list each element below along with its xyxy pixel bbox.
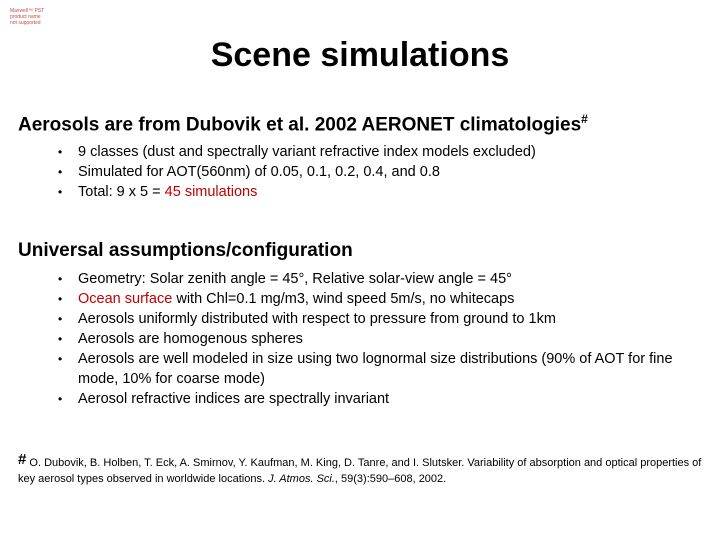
- list-item: [58, 162, 698, 182]
- section-heading-aerosols: [18, 112, 588, 136]
- list-item-text: Simulated for AOT(560nm) of 0.05, 0.1, 0.2, 0.4, and 0.8: [78, 164, 440, 180]
- footnote-citation: , 59(3):590–608, 2002.: [334, 473, 447, 485]
- list-item-highlight: Ocean surface: [78, 291, 173, 307]
- footnote-marker: #: [581, 112, 588, 126]
- bullet-icon: •: [58, 145, 63, 159]
- list-item: [58, 289, 698, 309]
- list-item: [58, 182, 698, 202]
- bullet-icon: •: [58, 165, 63, 179]
- list-item: [58, 349, 698, 389]
- bullet-icon: •: [58, 185, 63, 199]
- footnote-text: O. Dubovik, B. Holben, T. Eck, A. Smirnov, Y. Kaufman, M. King, D. Tanre, and I. Slutsker. Variability of absorption and optical properties of key aerosol types observed in worldwide locations.: [18, 457, 702, 485]
- page-title: Scene simulations: [210, 36, 510, 74]
- list-item-text: Aerosol refractive indices are spectrally invariant: [78, 391, 390, 407]
- footnote-journal: J. Atmos. Sci.: [268, 473, 335, 485]
- list-item: [58, 269, 698, 289]
- bullet-icon: •: [58, 332, 63, 346]
- list-item-text: Total: 9 x 5 =: [78, 184, 165, 200]
- list-item: [58, 329, 698, 349]
- list-item-text: 9 classes (dust and spectrally variant refractive index models excluded): [78, 144, 536, 160]
- logo-line-1: Maxwell™ PST: [10, 8, 45, 14]
- assumptions-bullet-list: [58, 269, 698, 409]
- bullet-icon: •: [58, 272, 63, 286]
- list-item-text: Geometry: Solar zenith angle = 45°, Relative solar-view angle = 45°: [78, 271, 512, 287]
- list-item-text: Aerosols uniformly distributed with respect to pressure from ground to 1km: [78, 311, 556, 327]
- section-heading-assumptions: Universal assumptions/configuration: [18, 240, 353, 261]
- footnote-marker: #: [18, 451, 27, 468]
- footnote-reference: [18, 452, 708, 487]
- list-item: [58, 309, 698, 329]
- list-item-text: Aerosols are homogenous spheres: [78, 331, 303, 347]
- bullet-icon: •: [58, 292, 63, 306]
- bullet-icon: •: [58, 352, 63, 366]
- list-item: [58, 142, 698, 162]
- list-item-text: with Chl=0.1 mg/m3, wind speed 5m/s, no whitecaps: [172, 291, 515, 307]
- section-heading-aerosols-text: Aerosols are from Dubovik et al. 2002 AERONET climatologies: [18, 114, 582, 136]
- bullet-icon: •: [58, 392, 63, 406]
- logo-line-2: product name: [10, 14, 41, 20]
- aerosol-bullet-list: [58, 142, 698, 202]
- list-item-highlight: 45 simulations: [164, 184, 258, 200]
- logo-line-3: not supported: [10, 20, 41, 26]
- bullet-icon: •: [58, 312, 63, 326]
- list-item-text: Aerosols are well modeled in size using two lognormal size distributions (90% of AOT for fine mode, 10% for coarse mode): [78, 351, 673, 387]
- list-item: [58, 389, 698, 409]
- logo: [10, 8, 44, 26]
